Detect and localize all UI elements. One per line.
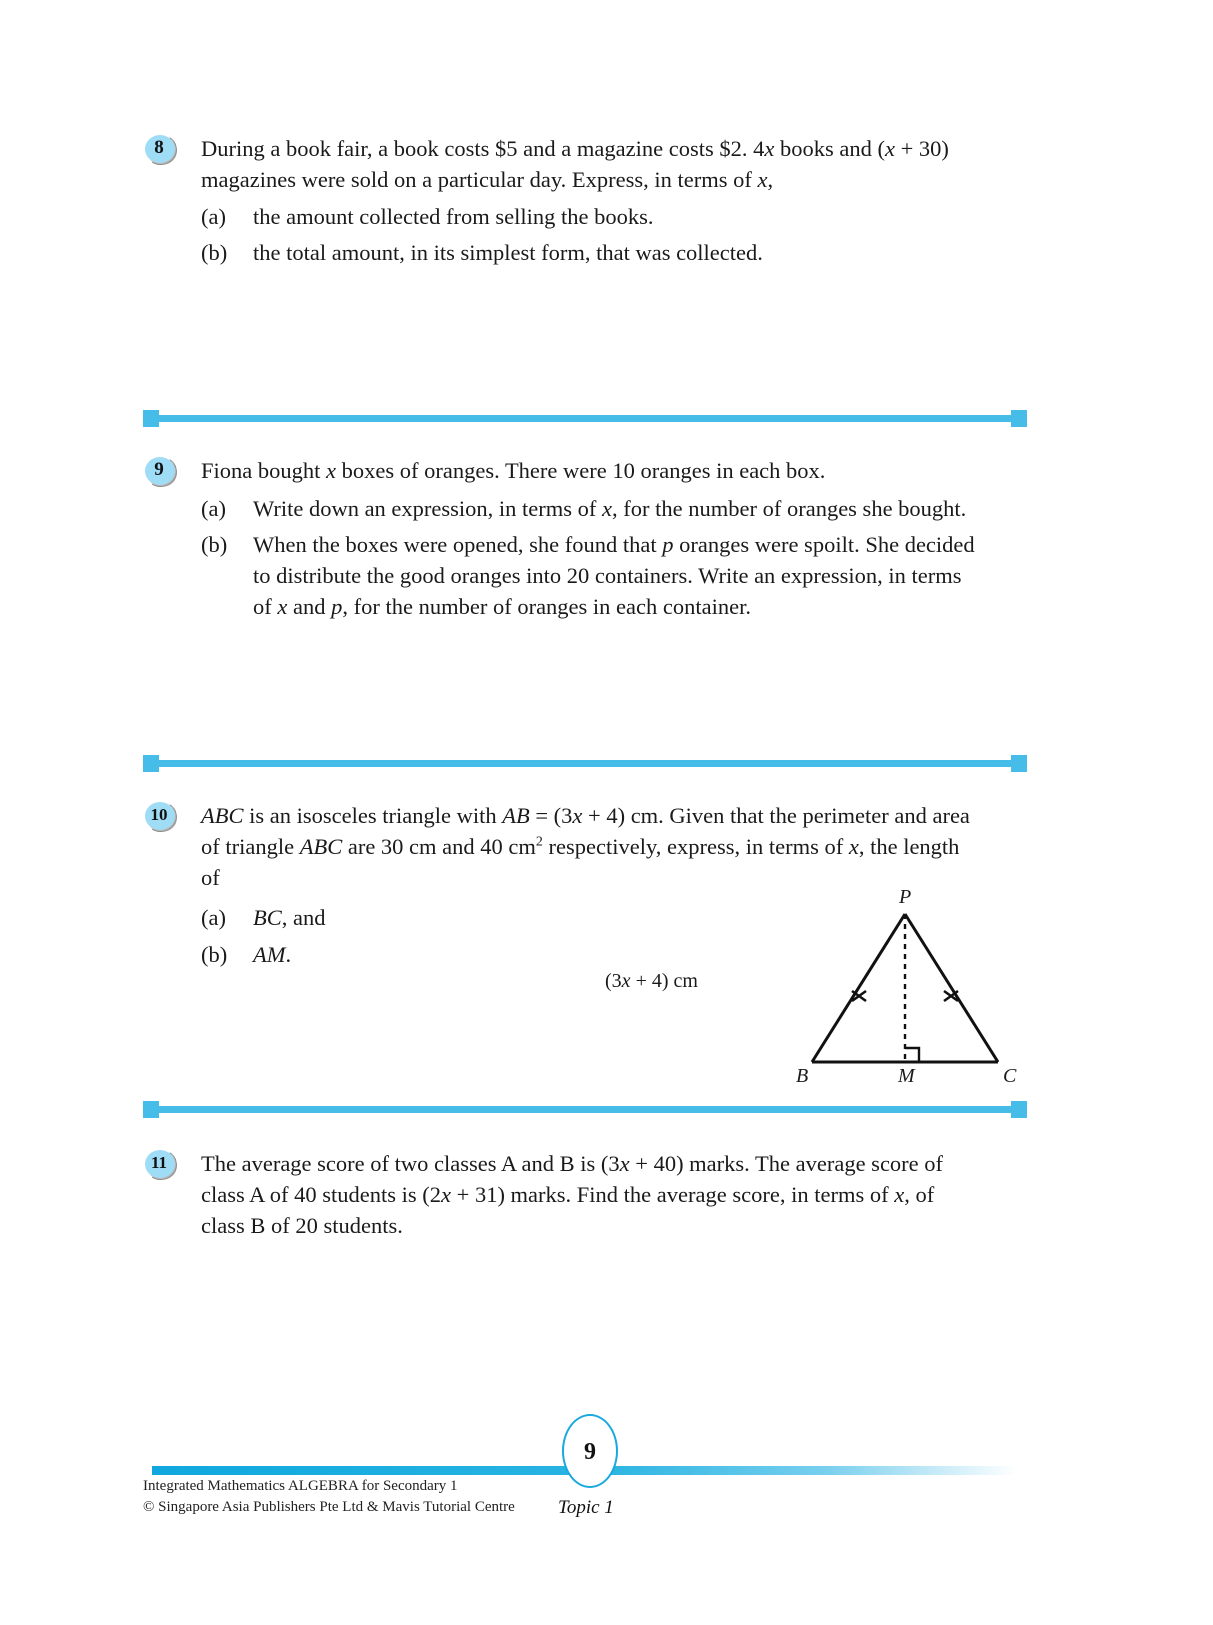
question-11-line-3: class B of 20 students. <box>201 1213 403 1238</box>
question-number-label: 9 <box>154 459 164 480</box>
q9b-l3c: , for the number of oranges in each container. <box>342 594 751 619</box>
q9a-t1: Write down an expression, in terms of <box>253 496 603 521</box>
q10-abc-2: ABC <box>299 834 343 859</box>
divider-cap-right <box>1011 1101 1027 1118</box>
section-divider-2 <box>143 760 1027 767</box>
q9b-var-p: p <box>662 532 674 557</box>
question-8-stem-line-2 <box>201 164 1046 195</box>
q10-l1b: = (3 <box>529 803 573 828</box>
question-number-label: 10 <box>150 805 168 824</box>
divider-cap-right <box>1011 755 1027 772</box>
q11-l1b: + 40) marks. The average score of <box>629 1151 944 1176</box>
section-divider-1 <box>143 415 1027 422</box>
q9-var-x: x <box>326 458 337 483</box>
part-marker-a: (a) <box>201 905 226 930</box>
question-number-label: 8 <box>154 137 164 158</box>
footer-copyright: © Singapore Asia Publishers Pte Ltd & Mavis Tutorial Centre <box>143 1499 515 1515</box>
question-number-badge <box>143 133 177 163</box>
q9a-t2: , for the number of oranges she bought. <box>612 496 967 521</box>
side-label-b: + 4) cm <box>630 970 698 992</box>
question-8-body <box>201 133 1046 268</box>
q9b-l1b: oranges were spoilt. She decided <box>673 532 975 557</box>
footer-title: Integrated Mathematics ALGEBRA for Secondary 1 <box>143 1478 458 1494</box>
triangle-side-pc <box>905 914 998 1062</box>
q9b-l3b: and <box>287 594 332 619</box>
question-11-line-2 <box>201 1179 1081 1210</box>
q9b-line-2: to distribute the good oranges into 20 containers. Write an expression, in terms <box>253 563 962 588</box>
part-marker-a: (a) <box>201 496 226 521</box>
question-8-part-a <box>201 201 1046 232</box>
q10-l2b: are 30 cm and 40 cm <box>342 834 536 859</box>
question-10-line-1 <box>201 800 1086 831</box>
q10-l2c: respectively, express, in terms of <box>542 834 849 859</box>
page-number: 9 <box>584 1438 596 1465</box>
question-10-line-2 <box>201 831 1086 862</box>
q10b-rest: . <box>285 942 292 967</box>
section-divider-3 <box>143 1106 1027 1113</box>
q8-var-x1: x <box>764 136 775 161</box>
q11-var-x2: x <box>441 1182 451 1207</box>
question-number-badge <box>143 1148 177 1178</box>
divider-cap-left <box>143 410 159 427</box>
part-text-b: the total amount, in its simplest form, that was collected. <box>253 240 763 265</box>
side-length-label <box>605 970 698 993</box>
part-text-a <box>253 493 1071 524</box>
q11-l2a: class A of 40 students is (2 <box>201 1182 441 1207</box>
divider-cap-left <box>143 755 159 772</box>
part-marker-b: (b) <box>201 532 228 557</box>
q8-stem-1a: During a book fair, a book costs $5 and a magazine costs $2. 4 <box>201 136 765 161</box>
page-number-badge <box>562 1414 618 1488</box>
q10-var-x1: x <box>572 803 583 828</box>
q9a-var-x: x <box>602 496 613 521</box>
question-number-badge <box>143 455 177 485</box>
q10-l2a: of triangle <box>201 834 300 859</box>
q11-var-x1: x <box>619 1151 630 1176</box>
q9-stem-b: boxes of oranges. There were 10 oranges in each box. <box>336 458 826 483</box>
side-label-a: (3 <box>605 970 622 992</box>
divider-cap-right <box>1011 410 1027 427</box>
q10a-bc: BC <box>253 905 282 930</box>
triangle-side-pb <box>812 914 905 1062</box>
question-10-line-3: of <box>201 865 220 890</box>
q11-l2c: , of <box>904 1182 935 1207</box>
q9b-l1a: When the boxes were opened, she found that <box>253 532 663 557</box>
q10-var-x2: x <box>848 834 859 859</box>
q11-l1a: The average score of two classes A and B is (3 <box>201 1151 620 1176</box>
question-9-body <box>201 455 1071 622</box>
q10-l2d: , the length <box>858 834 960 859</box>
question-number-badge <box>143 800 177 830</box>
q9b-line-3 <box>253 591 1071 622</box>
part-text-a: the amount collected from selling the books. <box>253 204 654 229</box>
q10-sup: 2 <box>535 834 543 850</box>
vertex-label-m: M <box>898 1065 915 1087</box>
q10b-am: AM <box>253 942 286 967</box>
question-8-stem-line-1 <box>201 133 1046 164</box>
part-marker-b: (b) <box>201 942 228 967</box>
vertex-label-p: P <box>899 886 912 908</box>
q11-l2b: + 31) marks. Find the average score, in terms of <box>451 1182 895 1207</box>
right-angle-marker <box>905 1048 919 1062</box>
question-11-body <box>201 1148 1081 1241</box>
question-11-line-1 <box>201 1148 1081 1179</box>
q8-var-x2: x <box>884 136 895 161</box>
question-9-part-b <box>201 529 1071 622</box>
q8-stem-1b: books and ( <box>774 136 885 161</box>
divider-cap-left <box>143 1101 159 1118</box>
question-9-stem <box>201 455 1071 486</box>
footer-topic: Topic 1 <box>558 1497 614 1518</box>
question-9-part-a <box>201 493 1071 524</box>
q9b-var-x: x <box>277 594 288 619</box>
vertex-label-c: C <box>1003 1065 1017 1087</box>
question-number-label: 11 <box>150 1153 168 1172</box>
q8-stem-2a: magazines were sold on a particular day. Express, in terms of <box>201 167 758 192</box>
q9b-var-p2: p <box>331 594 343 619</box>
q8-var-x3: x <box>757 167 768 192</box>
q10-l1c: + 4) cm. Given that the perimeter and area <box>582 803 970 828</box>
q9b-l3a: of <box>253 594 278 619</box>
q10-abc-1: ABC <box>201 803 244 828</box>
q9-stem-a: Fiona bought <box>201 458 327 483</box>
side-label-var-x: x <box>621 970 631 992</box>
q9b-line-1 <box>253 529 1071 560</box>
q10-l1a: is an isosceles triangle with <box>243 803 503 828</box>
q8-stem-1c: + 30) <box>894 136 949 161</box>
q11-var-x3: x <box>894 1182 905 1207</box>
triangle-figure <box>605 886 1050 1087</box>
q10a-rest: , and <box>281 905 326 930</box>
q10-ab: AB <box>502 803 530 828</box>
part-marker-a: (a) <box>201 204 226 229</box>
question-8-part-b <box>201 237 1046 268</box>
q8-stem-2b: , <box>767 167 774 192</box>
triangle-svg <box>760 888 1050 1083</box>
part-text-b <box>253 529 1071 622</box>
vertex-label-b: B <box>796 1065 809 1087</box>
part-marker-b: (b) <box>201 240 228 265</box>
